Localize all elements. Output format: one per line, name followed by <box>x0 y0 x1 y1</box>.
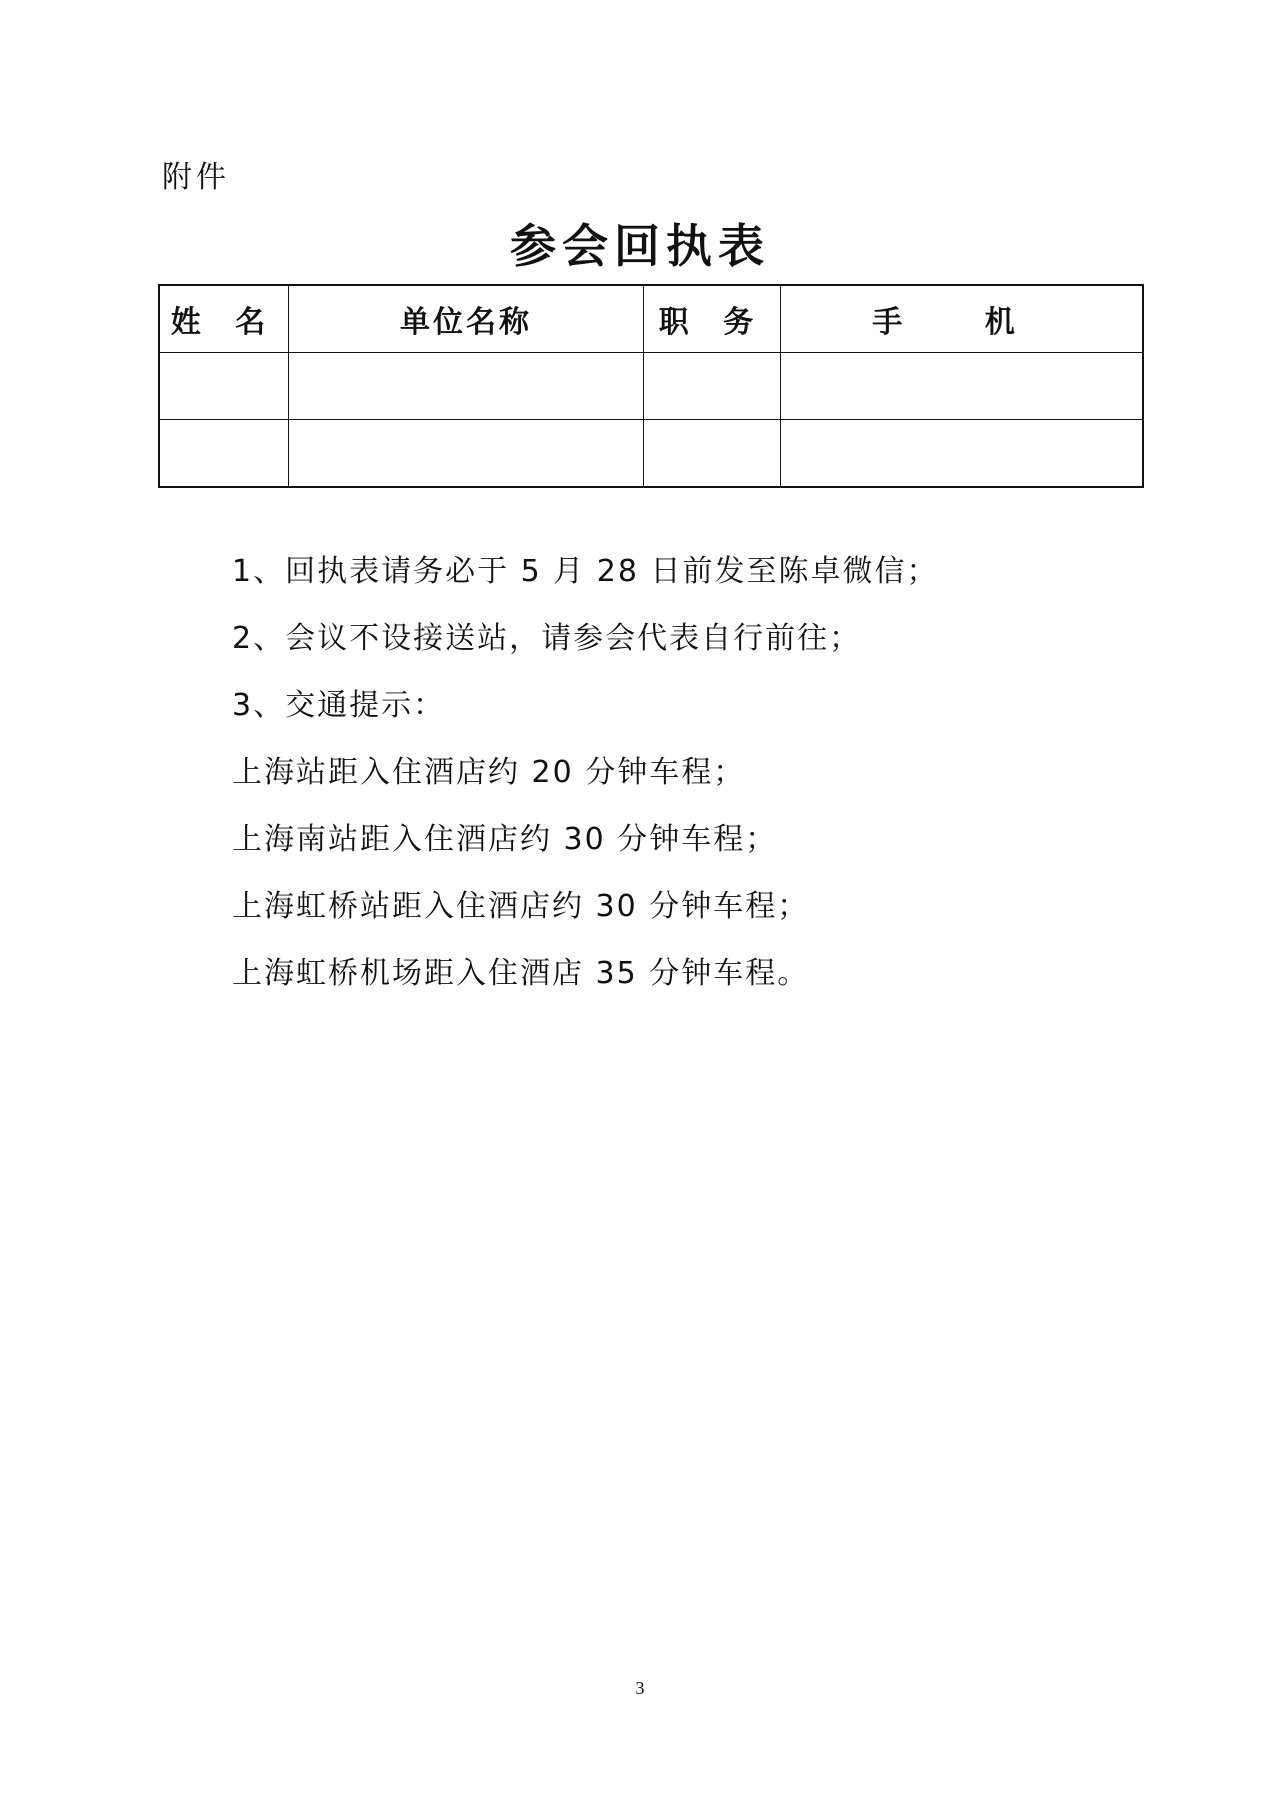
table-cell-unit[interactable] <box>289 420 644 488</box>
column-header-unit: 单位名称 <box>289 285 644 353</box>
note-shanghai-south-station: 上海南站距入住酒店约 30 分钟车程； <box>232 822 778 857</box>
receipt-form-table <box>158 284 1144 488</box>
table-row <box>159 353 1143 420</box>
note-hongqiao-station: 上海虹桥站距入住酒店约 30 分钟车程； <box>232 889 810 924</box>
note-hongqiao-airport: 上海虹桥机场距入住酒店 35 分钟车程。 <box>232 956 810 991</box>
table-cell-phone[interactable] <box>781 353 1144 420</box>
table-header-row <box>159 285 1143 353</box>
table-cell-phone[interactable] <box>781 420 1144 488</box>
note-deadline: 1、回执表请务必于 5 月 28 日前发至陈卓微信； <box>232 554 939 589</box>
table-cell-name[interactable] <box>159 353 289 420</box>
document-title: 参会回执表 <box>510 219 770 273</box>
column-header-phone: 手 机 <box>781 285 1144 353</box>
column-header-name: 姓 名 <box>159 285 289 353</box>
table-cell-name[interactable] <box>159 420 289 488</box>
table-cell-position[interactable] <box>644 353 781 420</box>
note-no-shuttle: 2、会议不设接送站，请参会代表自行前往； <box>232 621 862 656</box>
table-cell-position[interactable] <box>644 420 781 488</box>
note-shanghai-station: 上海站距入住酒店约 20 分钟车程； <box>232 755 746 790</box>
note-traffic-heading: 3、交通提示： <box>232 688 446 723</box>
table-row <box>159 420 1143 488</box>
column-header-position: 职 务 <box>644 285 781 353</box>
table-cell-unit[interactable] <box>289 353 644 420</box>
notes-section <box>232 538 1132 1007</box>
page-number: 3 <box>635 1678 645 1698</box>
attachment-label: 附件 <box>162 160 230 195</box>
